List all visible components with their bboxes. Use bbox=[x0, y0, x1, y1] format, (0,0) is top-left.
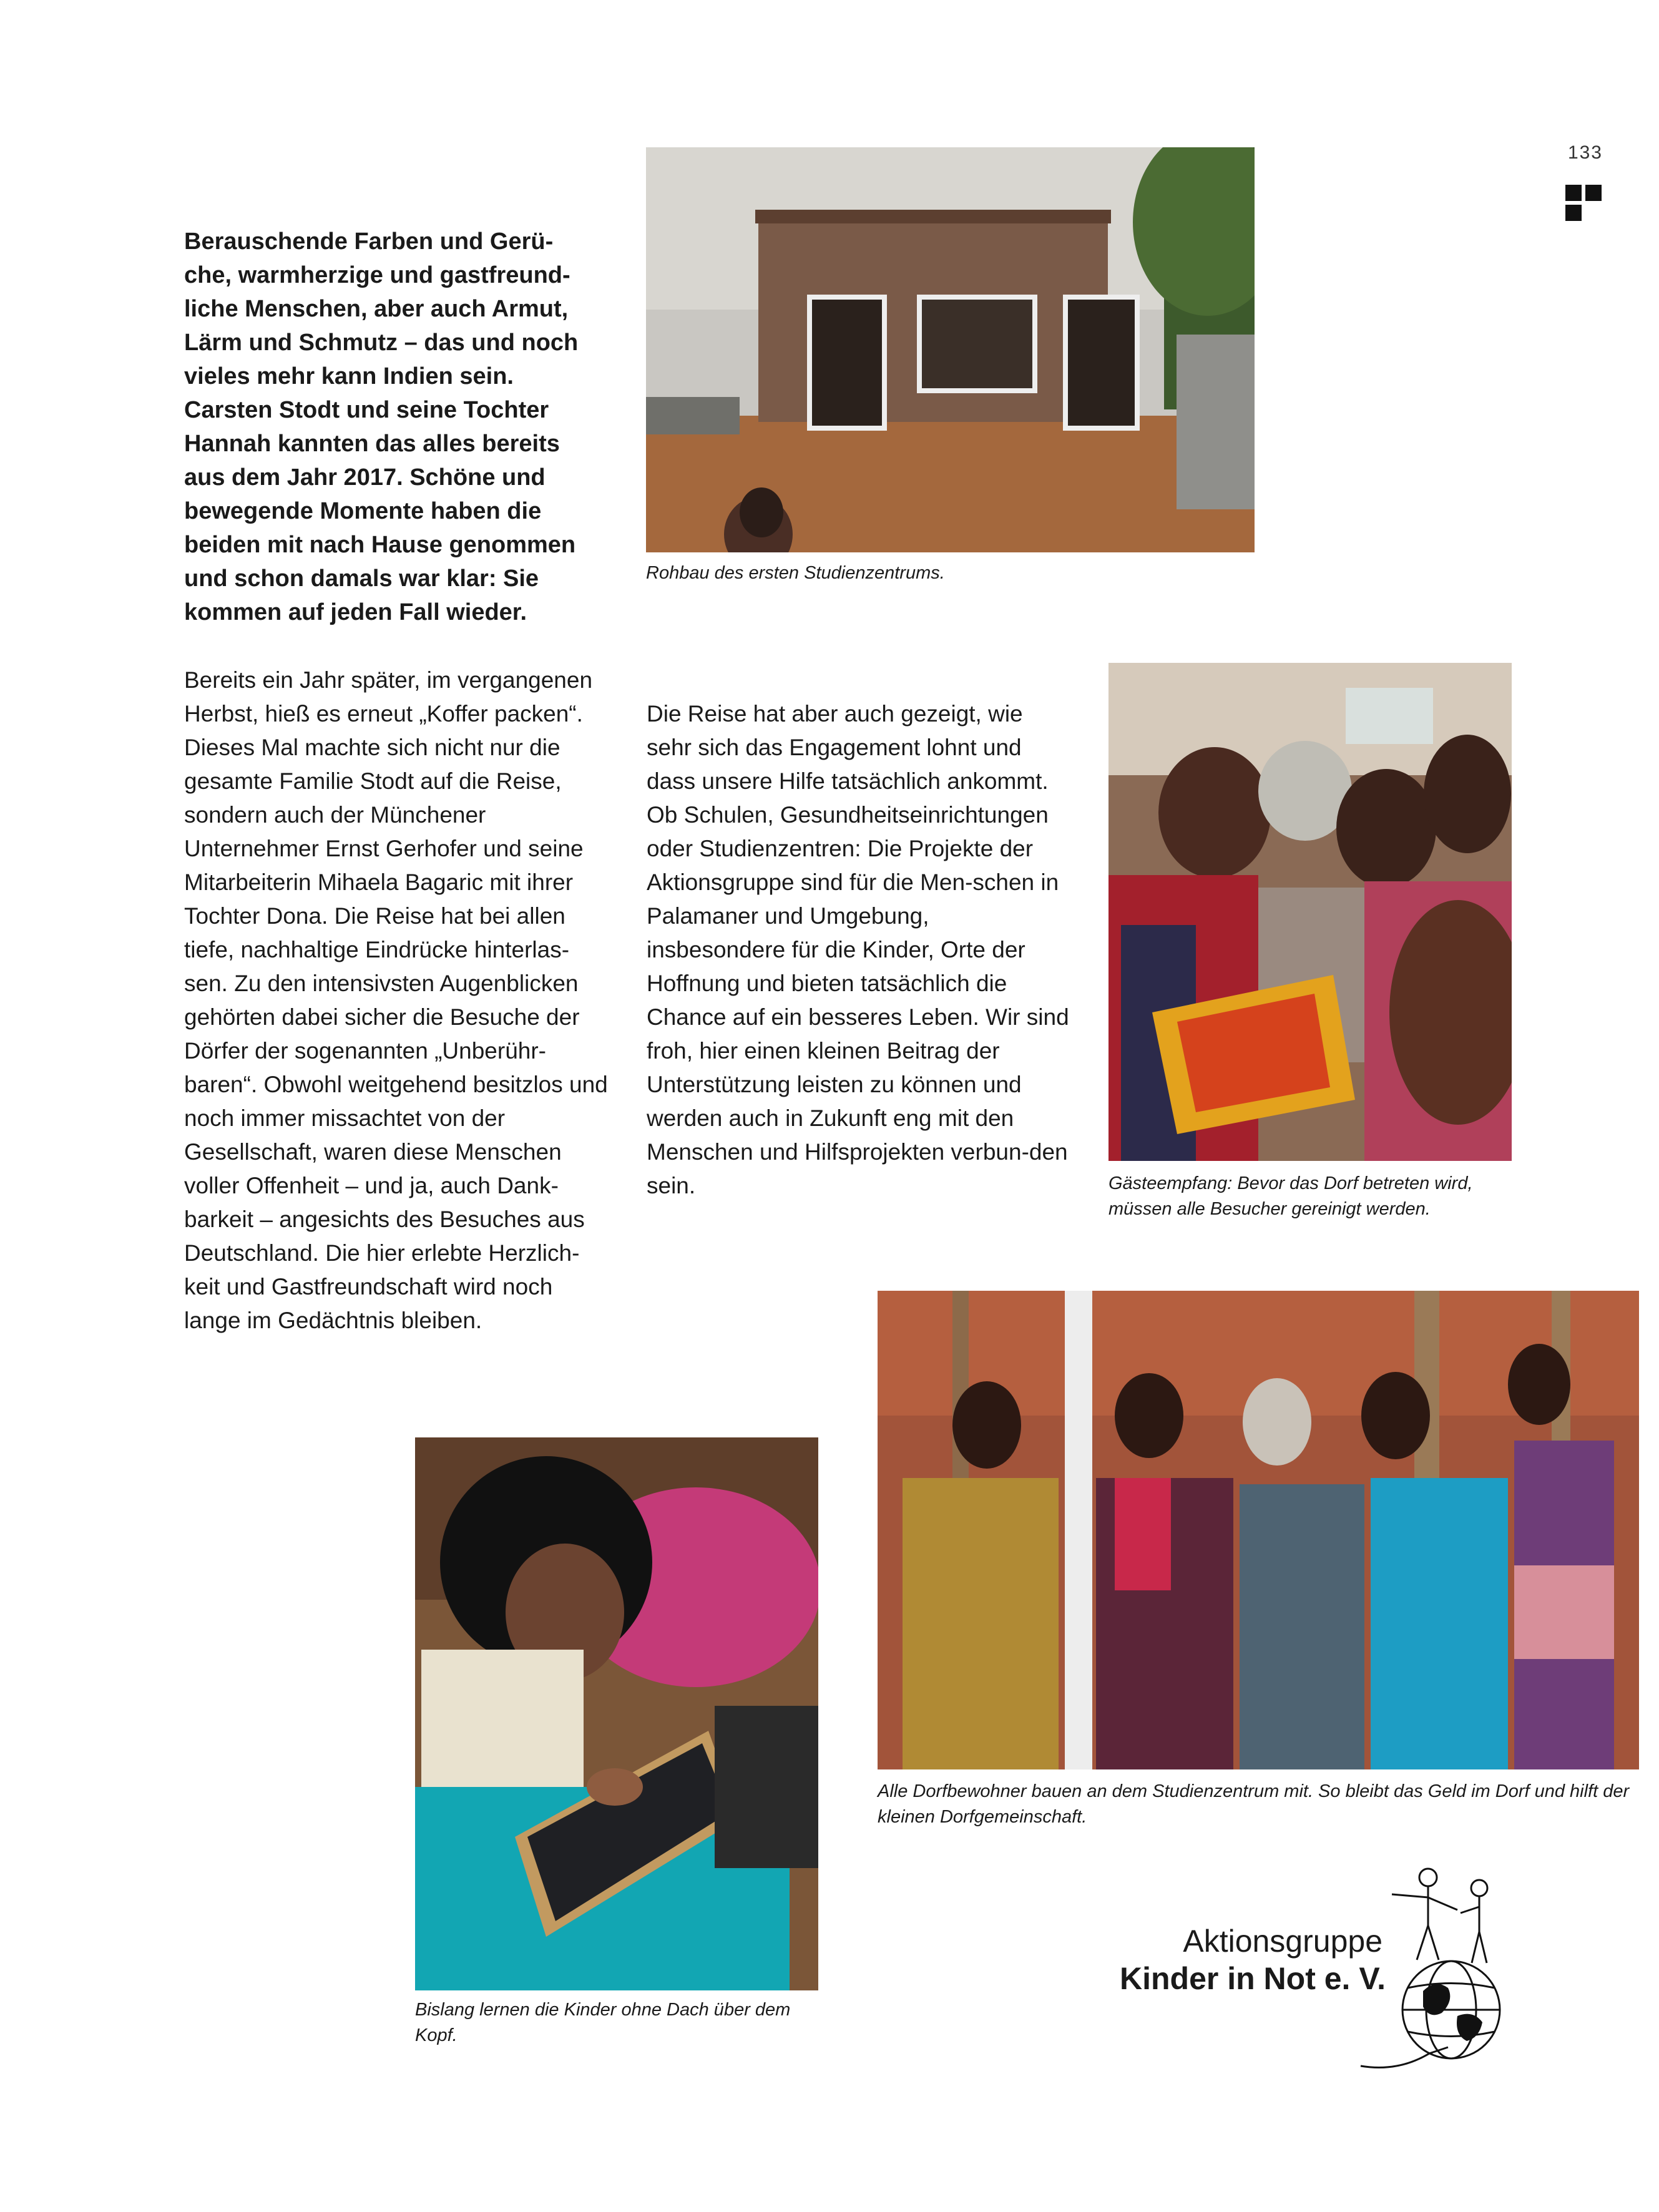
photo-girl-slate bbox=[415, 1437, 818, 1990]
photo-villagers-building bbox=[878, 1291, 1639, 1769]
photo-building-construction bbox=[646, 147, 1255, 552]
corner-mark-icon bbox=[1565, 185, 1603, 222]
body-column-1: Bereits ein Jahr später, im vergangenen Herbst, hieß es erneut „Koffer packen“. Dieses Mal machte sich nicht nur die gesamte Familie Stodt auf die Reise, sondern auch der Münchener Unternehmer Ernst Gerhofer und seine Mitarbeiterin Mihaela Bagaric mit ihrer Tochter Dona. Die Reise hat bei allen tiefe, nachhaltige Eindrücke hinterlas-sen. Zu den intensivsten Augenblicken gehörten dabei sicher die Besuche der Dörfer der sogenannten „Unberühr-baren“. Obwohl weitgehend besitzlos und noch immer missachtet von der Gesellschaft, waren diese Menschen voller Offenheit – und ja, auch Dank-barkeit – angesichts des Besuches aus Deutschland. Die hier erlebte Herzlich-keit und Gastfreundschaft wird noch lange im Gedächtnis bleiben. bbox=[184, 667, 608, 1333]
logo-line-1: Aktionsgruppe bbox=[1183, 1924, 1382, 1959]
caption-photo-4: Bislang lernen die Kinder ohne Dach über dem Kopf. bbox=[415, 2000, 791, 2045]
logo-line-2: Kinder in Not e. V. bbox=[1119, 1961, 1386, 1996]
caption-photo-3: Alle Dorfbewohner bauen an dem Studienzentrum mit. So bleibt das Geld im Dorf und hilft der kleinen Dorfgemeinschaft. bbox=[878, 1781, 1630, 1827]
photo-guest-reception bbox=[1108, 663, 1512, 1161]
lead-paragraph: Berauschende Farben und Gerü-che, warmherzige und gastfreund-liche Menschen, aber auch Armut, Lärm und Schmutz – das und noch vieles mehr kann Indien sein. Carsten Stodt und seine Tochter Hannah kannten das alles bereits aus dem Jahr 2017. Schöne und bewegende Momente haben die beiden mit nach Hause genommen und schon damals war klar: Sie kommen auf jeden Fall wieder. bbox=[184, 228, 579, 625]
globe-children-logo-icon bbox=[1348, 1866, 1510, 2072]
page-number: 133 bbox=[1567, 142, 1603, 163]
body-column-2: Die Reise hat aber auch gezeigt, wie sehr sich das Engagement lohnt und dass unsere Hilfe tatsächlich ankommt. Ob Schulen, Gesundheitseinrichtungen oder Studienzentren: Die Projekte der Aktionsgruppe sind für die Men-schen in Palamaner und Umgebung, insbesondere für die Kinder, Orte der Hoffnung und bieten tatsächlich die Chance auf ein besseres Leben. Wir sind froh, hier einen kleinen Beitrag der Unterstützung leisten zu können und werden auch in Zukunft eng mit den Menschen und Hilfsprojekten verbun-den sein. bbox=[647, 701, 1069, 1198]
caption-photo-2: Gästeempfang: Bevor das Dorf betreten wird, müssen alle Besucher gereinigt werden. bbox=[1108, 1173, 1473, 1219]
caption-photo-1: Rohbau des ersten Studienzentrums. bbox=[646, 563, 945, 583]
